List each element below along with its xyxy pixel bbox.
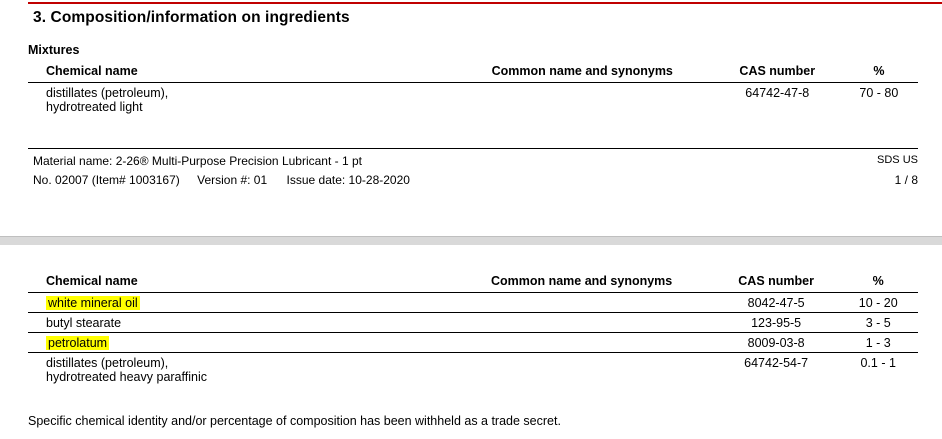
table-row <box>28 353 918 387</box>
page-break-band <box>0 237 942 245</box>
cell-cas-number: 64742-54-7 <box>744 356 809 370</box>
page-title: 3. Composition/information on ingredients <box>33 9 350 26</box>
column-header-common-name: Common name and synonyms <box>219 272 714 293</box>
footer-issue-date: Issue date: 10-28-2020 <box>286 173 410 187</box>
footer-page-number: 1 / 8 <box>894 173 918 187</box>
cell-cas-number: 123-95-5 <box>714 313 839 333</box>
ingredients-table-bottom <box>28 272 918 386</box>
footer-version: Version #: 01 <box>197 173 268 187</box>
header-rule <box>28 2 942 4</box>
column-header-percent: % <box>840 62 918 83</box>
footer-doc-number: No. 02007 (Item# 1003167) <box>33 173 180 187</box>
cell-common-name <box>220 83 715 117</box>
column-header-cas-number: CAS number <box>714 272 839 293</box>
cell-percent: 10 - 20 <box>838 293 918 313</box>
cell-percent: 3 - 5 <box>838 313 918 333</box>
cell-percent: 1 - 3 <box>838 333 918 353</box>
column-header-percent: % <box>838 272 918 293</box>
highlighted-chemical-name: petrolatum <box>48 336 108 350</box>
highlighted-chemical-name: white mineral oil <box>48 296 138 310</box>
table-header-row <box>28 272 918 293</box>
cell-cas-number: 64742-47-8 <box>745 86 810 100</box>
cell-chemical-name: distillates (petroleum), hydrotreated light <box>46 86 169 114</box>
cell-common-name <box>219 293 714 313</box>
mixtures-label: Mixtures <box>28 43 80 57</box>
footer-line-meta <box>33 173 918 192</box>
table-row <box>28 293 918 313</box>
cell-common-name <box>219 333 714 353</box>
table-row <box>28 313 918 333</box>
cell-chemical-name <box>28 333 219 353</box>
trade-secret-note: Specific chemical identity and/or percentage of composition has been withheld as a trade secret. <box>28 414 561 428</box>
cell-chemical-name <box>28 293 219 313</box>
column-header-cas-number: CAS number <box>715 62 840 83</box>
cell-cas-number: 8042-47-5 <box>714 293 839 313</box>
footer-material-name: Material name: 2-26® Multi-Purpose Precision Lubricant - 1 pt <box>33 154 362 168</box>
cell-cas-number: 8009-03-8 <box>714 333 839 353</box>
cell-percent: 70 - 80 <box>859 86 899 100</box>
footer-sds-region: SDS US <box>877 154 918 166</box>
cell-common-name <box>219 313 714 333</box>
table-header-row <box>28 62 918 83</box>
table-row <box>28 83 918 117</box>
page-footer <box>33 154 918 192</box>
table-row <box>28 333 918 353</box>
cell-chemical-name: butyl stearate <box>28 313 219 333</box>
cell-common-name <box>219 353 714 387</box>
footer-divider <box>28 148 918 149</box>
column-header-chemical-name: Chemical name <box>28 272 219 293</box>
footer-line-material <box>33 154 918 173</box>
column-header-common-name: Common name and synonyms <box>220 62 715 83</box>
cell-percent: 0.1 - 1 <box>860 356 896 370</box>
cell-chemical-name: distillates (petroleum), hydrotreated heavy paraffinic <box>46 356 207 384</box>
column-header-chemical-name: Chemical name <box>28 62 220 83</box>
ingredients-table-top <box>28 62 918 116</box>
